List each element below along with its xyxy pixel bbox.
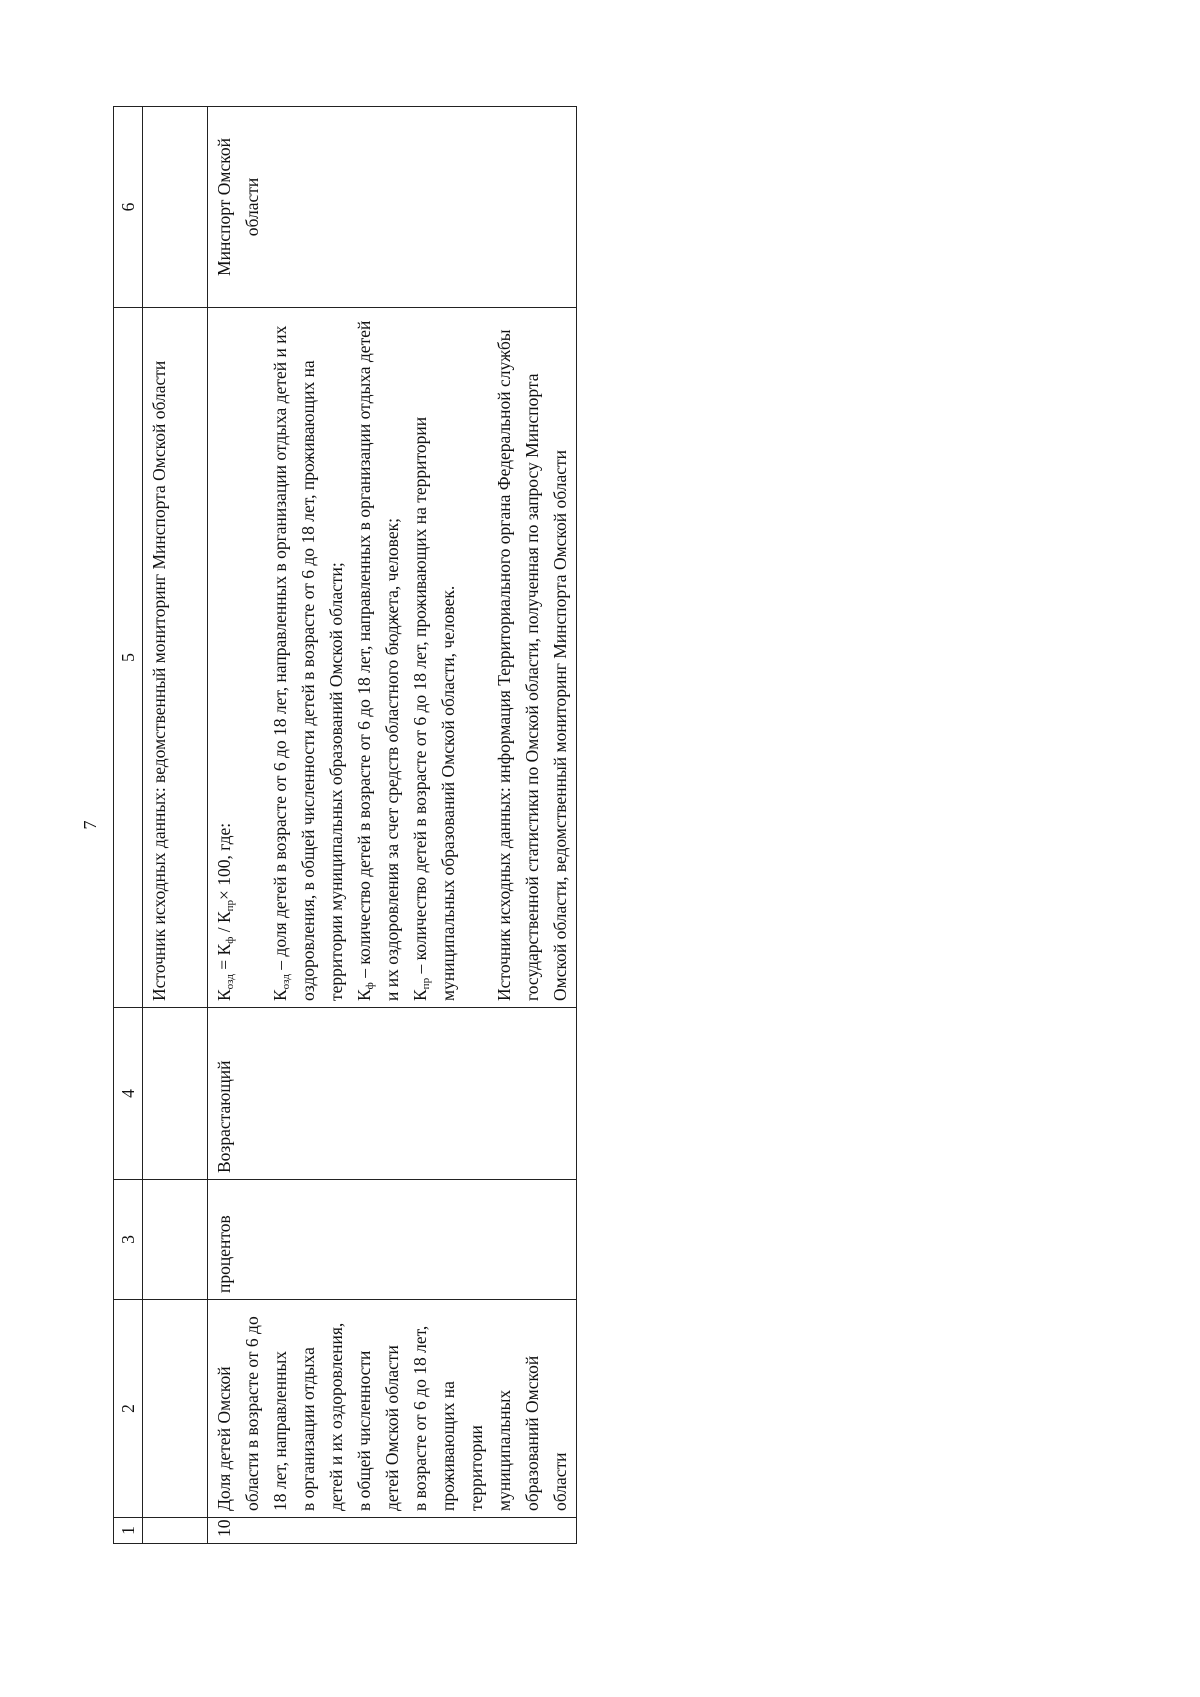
source-continuation-row <box>143 107 208 1544</box>
header-cell-5: 5 <box>114 308 143 1008</box>
indicator-line: образований Омской <box>522 1355 542 1511</box>
table-header-row <box>114 107 143 1544</box>
page-number: 7 <box>80 820 100 830</box>
indicator-name-cell <box>208 1300 577 1518</box>
trend-cell: Возрастающий <box>208 1008 577 1180</box>
header-cell-6: 6 <box>114 107 143 308</box>
unit-cell: процентов <box>208 1180 577 1300</box>
landscape-table-container <box>113 107 805 1544</box>
header-cell-4: 4 <box>114 1008 143 1180</box>
indicator-line: проживающих на <box>438 1381 458 1511</box>
definition-k-ozd: $К_{озд}$ – доля детей в возрасте от 6 до 18 лет, направленных в организации отдыха детей и их оздоровления, в общей численности детей в возрасте от 6 до 18 лет, проживающих на территории муниципальных образований Омской области; <box>270 325 346 1001</box>
data-source-text: Источник исходных данных: информация Территориального органа Федеральной службы государственной статистики по Омской области, полученная по запросу Минспорта Омской области, ведомственный мониторинг Минспорта Омской области <box>494 329 570 1001</box>
empty-cell <box>143 107 208 308</box>
indicator-line: области <box>550 1452 570 1511</box>
header-cell-3: 3 <box>114 1180 143 1300</box>
indicator-line: детей и их оздоровления, <box>326 1322 346 1511</box>
indicator-line: области в возрасте от 6 до <box>242 1316 262 1511</box>
indicator-table <box>113 106 577 1544</box>
indicator-line: в организации отдыха <box>298 1347 318 1511</box>
methodology-cell <box>208 308 577 1008</box>
indicator-line: 18 лет, направленных <box>270 1350 290 1511</box>
definition-k-pr: $К_{пр}$ – количество детей в возрасте от 6 до 18 лет, проживающих на территории муниципальных образований Омской области, человек. <box>410 416 458 1001</box>
empty-cell <box>143 1300 208 1518</box>
formula: $К_{озд} = К_ф / К_{пр}\times 100$, где: <box>214 822 236 1001</box>
empty-cell <box>143 1008 208 1180</box>
executor-line: области <box>242 177 262 237</box>
definition-k-f: $К_ф$ – количество детей в возрасте от 6 до 18 лет, направленных в организации отдыха детей и их оздоровления за счет средств областного бюджета, человек; <box>354 320 402 1001</box>
executor-line: Минспорт Омской <box>214 138 234 276</box>
indicator-row-10 <box>208 107 577 1544</box>
indicator-line: Доля детей Омской <box>214 1366 234 1511</box>
source-text-cell: Источник исходных данных: ведомственный мониторинг Минспорта Омской области <box>143 308 208 1008</box>
indicator-line: в возрасте от 6 до 18 лет, <box>410 1325 430 1511</box>
header-cell-1: 1 <box>114 1518 143 1544</box>
header-cell-2: 2 <box>114 1300 143 1518</box>
indicator-line: территории <box>466 1425 486 1511</box>
table-rotation-frame <box>113 107 805 1544</box>
indicator-line: детей Омской области <box>382 1345 402 1511</box>
indicator-line: в общей численности <box>354 1350 374 1511</box>
executor-cell <box>208 107 577 308</box>
row-number: 10 <box>208 1518 577 1544</box>
empty-cell <box>143 1518 208 1544</box>
empty-cell <box>143 1180 208 1300</box>
indicator-line: муниципальных <box>494 1389 514 1511</box>
